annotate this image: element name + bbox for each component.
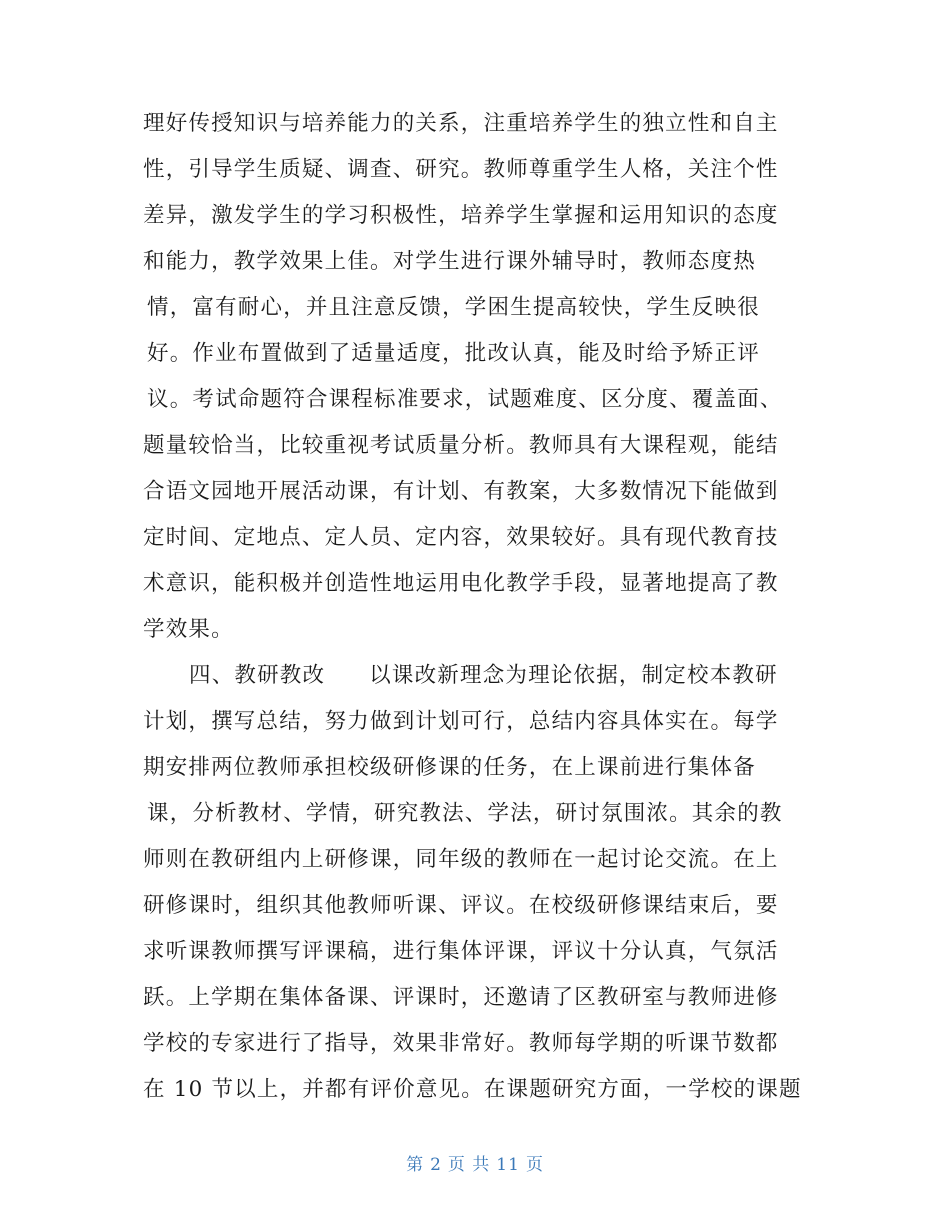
text-line: 跃。上学期在集体备课、评课时，还邀请了区教研室与教师进修 <box>143 985 779 1010</box>
section-first-line <box>143 653 813 699</box>
total-pages-number: 11 <box>496 1155 520 1175</box>
text-line: 议。考试命题符合课程标准要求，试题难度、区分度、覆盖面、 <box>147 387 783 412</box>
text-line: 求听课教师撰写评课稿，进行集体评课，评议十分认真，气氛活 <box>143 939 779 964</box>
text-line: 研修课时，组织其他教师听课、评议。在校级研修课结束后，要 <box>143 893 779 918</box>
text-line: 在 10 节以上，并都有评价意见。在课题研究方面，一学校的课题 <box>143 1077 802 1102</box>
text-line: 期安排两位教师承担校级研修课的任务，在上课前进行集体备 <box>143 755 756 780</box>
current-page-number: 2 <box>430 1155 442 1175</box>
text-line: 课，分析教材、学情，研究教法、学法，研讨氛围浓。其余的教 <box>147 801 783 826</box>
text-line: 差异，激发学生的学习积极性，培养学生掌握和运用知识的态度 <box>143 203 779 228</box>
page-footer <box>0 1150 950 1175</box>
text-line: 好。作业布置做到了适量适度，批改认真，能及时给予矫正评 <box>147 341 760 366</box>
text-line: 理好传授知识与培养能力的关系，注重培养学生的独立性和自主 <box>143 111 779 136</box>
footer-prefix: 第 <box>406 1155 425 1175</box>
text-line: 性，引导学生质疑、调查、研究。教师尊重学生人格，关注个性 <box>143 157 779 182</box>
footer-mid: 页 共 <box>447 1155 491 1175</box>
text-line: 师则在教研组内上研修课，同年级的教师在一起讨论交流。在上 <box>143 847 779 872</box>
text-line: 定时间、定地点、定人员、定内容，效果较好。具有现代教育技 <box>143 525 779 550</box>
text-line: 题量较恰当，比较重视考试质量分析。教师具有大课程观，能结 <box>143 433 779 458</box>
body-text <box>143 101 813 1113</box>
text-line: 计划，撰写总结，努力做到计划可行，总结内容具体实在。每学 <box>143 709 779 734</box>
text-line: 学校的专家进行了指导，效果非常好。教师每学期的听课节数都 <box>143 1031 779 1056</box>
text-line: 术意识，能积极并创造性地运用电化教学手段，显著地提高了教 <box>143 571 779 596</box>
section-heading: 四、教研教改 <box>189 663 326 688</box>
text-line: 和能力，教学效果上佳。对学生进行课外辅导时，教师态度热 <box>143 249 756 274</box>
section-intro-text: 以课改新理念为理论依据，制定校本教研 <box>369 663 778 688</box>
footer-suffix: 页 <box>525 1155 544 1175</box>
text-line: 学效果。 <box>143 617 234 642</box>
text-line: 合语文园地开展活动课，有计划、有教案，大多数情况下能做到 <box>143 479 779 504</box>
text-line: 情，富有耐心，并且注意反馈，学困生提高较快，学生反映很 <box>147 295 760 320</box>
